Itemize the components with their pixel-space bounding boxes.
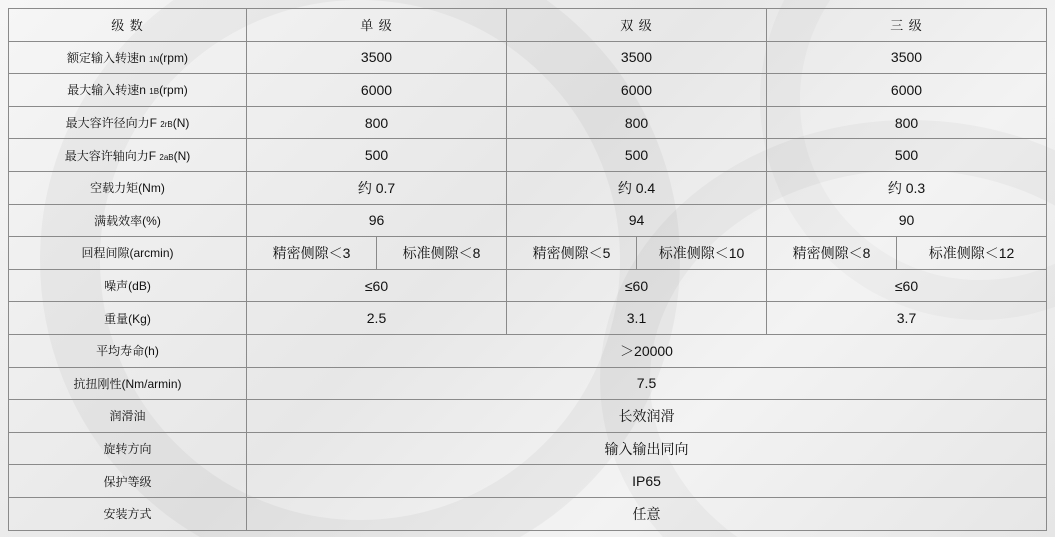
table-cell: 约 0.4 xyxy=(507,171,767,204)
table-cell: 输入输出同向 xyxy=(247,432,1047,465)
table-cell: 长效润滑 xyxy=(247,400,1047,433)
row-label-efficiency: 满载效率(%) xyxy=(9,204,247,237)
header-level: 级 数 xyxy=(9,9,247,42)
table-cell: ≤60 xyxy=(507,269,767,302)
table-cell: 800 xyxy=(247,106,507,139)
table-row xyxy=(9,41,1047,74)
table-cell: 500 xyxy=(507,139,767,172)
table-row xyxy=(9,367,1047,400)
table-cell: 精密侧隙＜3 xyxy=(247,237,377,270)
table-cell: 3.7 xyxy=(767,302,1047,335)
table-row xyxy=(9,432,1047,465)
table-cell: 3.1 xyxy=(507,302,767,335)
row-label-lifetime: 平均寿命(h) xyxy=(9,334,247,367)
header-single-stage: 单 级 xyxy=(247,9,507,42)
table-cell: 精密侧隙＜8 xyxy=(767,237,897,270)
table-cell: 3500 xyxy=(507,41,767,74)
row-label-axial-force: 最大容许轴向力F 2aB(N) xyxy=(9,139,247,172)
header-triple-stage: 三 级 xyxy=(767,9,1047,42)
table-row xyxy=(9,171,1047,204)
table-cell: 6000 xyxy=(247,74,507,107)
table-cell: 6000 xyxy=(507,74,767,107)
row-label-rotation: 旋转方向 xyxy=(9,432,247,465)
table-cell: 任意 xyxy=(247,497,1047,530)
table-cell: 800 xyxy=(507,106,767,139)
table-cell: ≤60 xyxy=(767,269,1047,302)
table-row xyxy=(9,334,1047,367)
table-row xyxy=(9,302,1047,335)
table-cell: 500 xyxy=(247,139,507,172)
row-label-radial-force: 最大容许径向力F 2rB(N) xyxy=(9,106,247,139)
table-cell: IP65 xyxy=(247,465,1047,498)
table-cell: 精密侧隙＜5 xyxy=(507,237,637,270)
row-label-backlash: 回程间隙(arcmin) xyxy=(9,237,247,270)
table-cell: 标准侧隙＜10 xyxy=(637,237,767,270)
table-row xyxy=(9,269,1047,302)
spec-table xyxy=(8,8,1047,531)
table-row xyxy=(9,237,1047,270)
row-label-no-load-torque: 空载力矩(Nm) xyxy=(9,171,247,204)
table-cell: 标准侧隙＜12 xyxy=(897,237,1047,270)
row-label-torsional-rigidity: 抗扭刚性(Nm/armin) xyxy=(9,367,247,400)
row-label-protection: 保护等级 xyxy=(9,465,247,498)
table-cell: 3500 xyxy=(767,41,1047,74)
table-row xyxy=(9,139,1047,172)
table-row xyxy=(9,497,1047,530)
row-label-noise: 噪声(dB) xyxy=(9,269,247,302)
table-cell: 800 xyxy=(767,106,1047,139)
row-label-rated-speed: 额定输入转速n 1N(rpm) xyxy=(9,41,247,74)
table-row xyxy=(9,106,1047,139)
table-cell: 7.5 xyxy=(247,367,1047,400)
table-cell: 2.5 xyxy=(247,302,507,335)
table-cell: 6000 xyxy=(767,74,1047,107)
row-label-mounting: 安装方式 xyxy=(9,497,247,530)
table-cell: ＞20000 xyxy=(247,334,1047,367)
table-cell: 90 xyxy=(767,204,1047,237)
table-row xyxy=(9,400,1047,433)
row-label-max-speed: 最大输入转速n 1B(rpm) xyxy=(9,74,247,107)
table-cell: 96 xyxy=(247,204,507,237)
row-label-weight: 重量(Kg) xyxy=(9,302,247,335)
row-label-lubrication: 润滑油 xyxy=(9,400,247,433)
table-header-row xyxy=(9,9,1047,42)
table-row xyxy=(9,465,1047,498)
table-row xyxy=(9,74,1047,107)
table-cell: ≤60 xyxy=(247,269,507,302)
table-cell: 标准侧隙＜8 xyxy=(377,237,507,270)
table-row xyxy=(9,204,1047,237)
header-double-stage: 双 级 xyxy=(507,9,767,42)
table-cell: 约 0.7 xyxy=(247,171,507,204)
table-cell: 3500 xyxy=(247,41,507,74)
table-cell: 500 xyxy=(767,139,1047,172)
table-cell: 约 0.3 xyxy=(767,171,1047,204)
table-cell: 94 xyxy=(507,204,767,237)
